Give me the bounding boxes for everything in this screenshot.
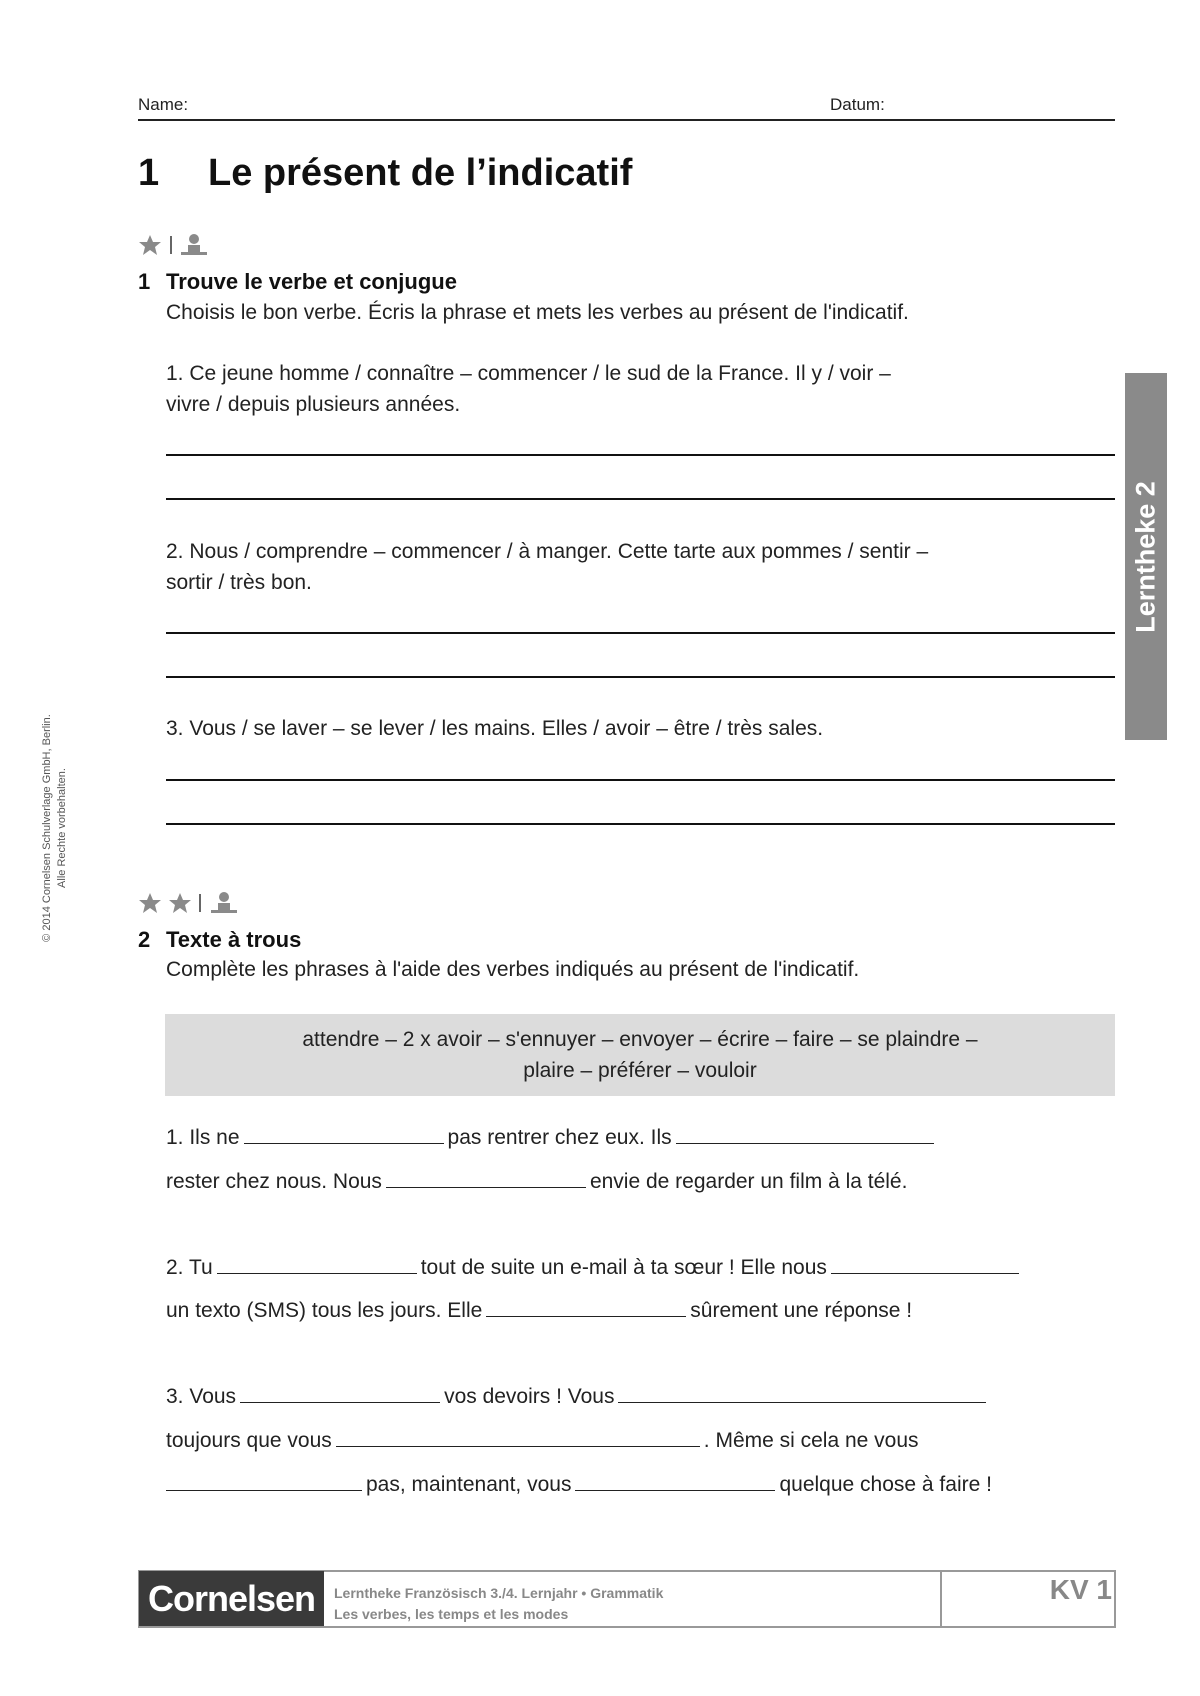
- answer-line[interactable]: [166, 454, 1115, 456]
- word-box-line2: plaire – préférer – vouloir: [523, 1059, 757, 1082]
- word-box-line1: attendre – 2 x avoir – s'ennuyer – envoyer – écrire – faire – se plaindre –: [302, 1028, 978, 1051]
- gap-blank[interactable]: [575, 1472, 775, 1491]
- answer-line[interactable]: [166, 779, 1115, 781]
- star-icon: [138, 892, 162, 914]
- item-line: vivre / depuis plusieurs années.: [166, 393, 461, 416]
- exercise1-item-2: [166, 536, 1046, 598]
- exercise1-level: [138, 233, 209, 257]
- gap-sentence: [166, 1255, 1023, 1280]
- gap-blank[interactable]: [676, 1125, 934, 1144]
- gap-text: sûrement une réponse !: [690, 1299, 913, 1322]
- copyright-line1: © 2014 Cornelsen Schulverlage GmbH, Berlin.: [41, 714, 53, 942]
- gap-sentence: [166, 1125, 938, 1150]
- gap-text: tout de suite un e-mail à ta sœur ! Elle nous: [420, 1256, 827, 1279]
- divider-icon: [168, 234, 174, 256]
- star-icon: [168, 892, 192, 914]
- exercise2-instruction: Complète les phrases à l'aide des verbes indiqués au présent de l'indicatif.: [166, 958, 860, 981]
- gap-text: 3. Vous: [166, 1385, 237, 1408]
- footer-series: Lerntheke Französisch 3./4. Lernjahr • Grammatik: [334, 1585, 664, 1601]
- exercise1-item-1: [166, 358, 1046, 420]
- gap-text: 1. Ils ne: [166, 1126, 240, 1149]
- gap-text: quelque chose à faire !: [779, 1473, 992, 1496]
- item-line: 1. Ce jeune homme / connaître – commencer / le sud de la France. Il y / voir –: [166, 362, 891, 385]
- side-tab-label: Lerntheke 2: [1130, 480, 1161, 633]
- item-line: 3. Vous / se laver – se lever / les mains. Elles / avoir – être / très sales.: [166, 717, 824, 740]
- copyright-note: [40, 668, 70, 988]
- gap-sentence: [166, 1428, 919, 1453]
- footer-topic: Les verbes, les temps et les modes: [334, 1606, 569, 1622]
- gap-blank[interactable]: [217, 1255, 417, 1274]
- gap-text: envie de regarder un film à la télé.: [589, 1170, 908, 1193]
- gap-sentence: [166, 1169, 907, 1194]
- gap-sentence: [166, 1384, 990, 1409]
- gap-text: 2. Tu: [166, 1256, 213, 1279]
- gap-blank[interactable]: [831, 1255, 1019, 1274]
- gap-blank[interactable]: [244, 1125, 444, 1144]
- exercise2-number: 2: [138, 927, 151, 952]
- exercise1-instruction: Choisis le bon verbe. Écris la phrase et mets les verbes au présent de l'indicatif.: [166, 301, 909, 324]
- side-tab: [1125, 373, 1167, 740]
- exercise2-title: Texte à trous: [166, 927, 302, 952]
- title-text: Le présent de l’indicatif: [208, 152, 633, 194]
- item-line: 2. Nous / comprendre – commencer / à manger. Cette tarte aux pommes / sentir –: [166, 540, 929, 563]
- gap-blank[interactable]: [618, 1384, 986, 1403]
- gap-blank[interactable]: [240, 1384, 440, 1403]
- page-title: [138, 152, 632, 195]
- answer-line[interactable]: [166, 823, 1115, 825]
- exercise1-number: 1: [138, 269, 151, 294]
- copyright-line2: Alle Rechte vorbehalten.: [56, 768, 68, 888]
- date-label: Datum:: [830, 95, 885, 114]
- star-icon: [138, 234, 162, 256]
- header-rule: [138, 119, 1115, 121]
- word-box: [165, 1014, 1115, 1096]
- answer-line[interactable]: [166, 498, 1115, 500]
- kv-label: KV 1: [1049, 1574, 1112, 1605]
- exercise1-title: Trouve le verbe et conjugue: [166, 269, 457, 294]
- answer-line[interactable]: [166, 676, 1115, 678]
- name-label: Name:: [138, 95, 189, 114]
- gap-blank[interactable]: [336, 1428, 700, 1447]
- gap-text: toujours que vous: [166, 1429, 332, 1452]
- gap-blank[interactable]: [166, 1472, 362, 1491]
- gap-text: . Même si cela ne vous: [703, 1429, 919, 1452]
- gap-sentence: [166, 1472, 992, 1497]
- publisher-logo: Cornelsen: [139, 1571, 324, 1626]
- gap-text: rester chez nous. Nous: [166, 1170, 382, 1193]
- exercise2-level: [138, 891, 239, 915]
- gap-blank[interactable]: [386, 1169, 586, 1188]
- person-icon: [179, 233, 209, 257]
- gap-sentence: [166, 1298, 912, 1323]
- gap-text: vos devoirs ! Vous: [444, 1385, 615, 1408]
- gap-text: un texto (SMS) tous les jours. Elle: [166, 1299, 483, 1322]
- gap-text: pas, maintenant, vous: [366, 1473, 572, 1496]
- answer-line[interactable]: [166, 632, 1115, 634]
- exercise1-item-3: [166, 713, 1046, 744]
- person-icon: [209, 891, 239, 915]
- item-line: sortir / très bon.: [166, 571, 312, 594]
- title-number: 1: [138, 152, 160, 194]
- gap-text: pas rentrer chez eux. Ils: [447, 1126, 672, 1149]
- divider-icon: [197, 892, 203, 914]
- gap-blank[interactable]: [486, 1298, 686, 1317]
